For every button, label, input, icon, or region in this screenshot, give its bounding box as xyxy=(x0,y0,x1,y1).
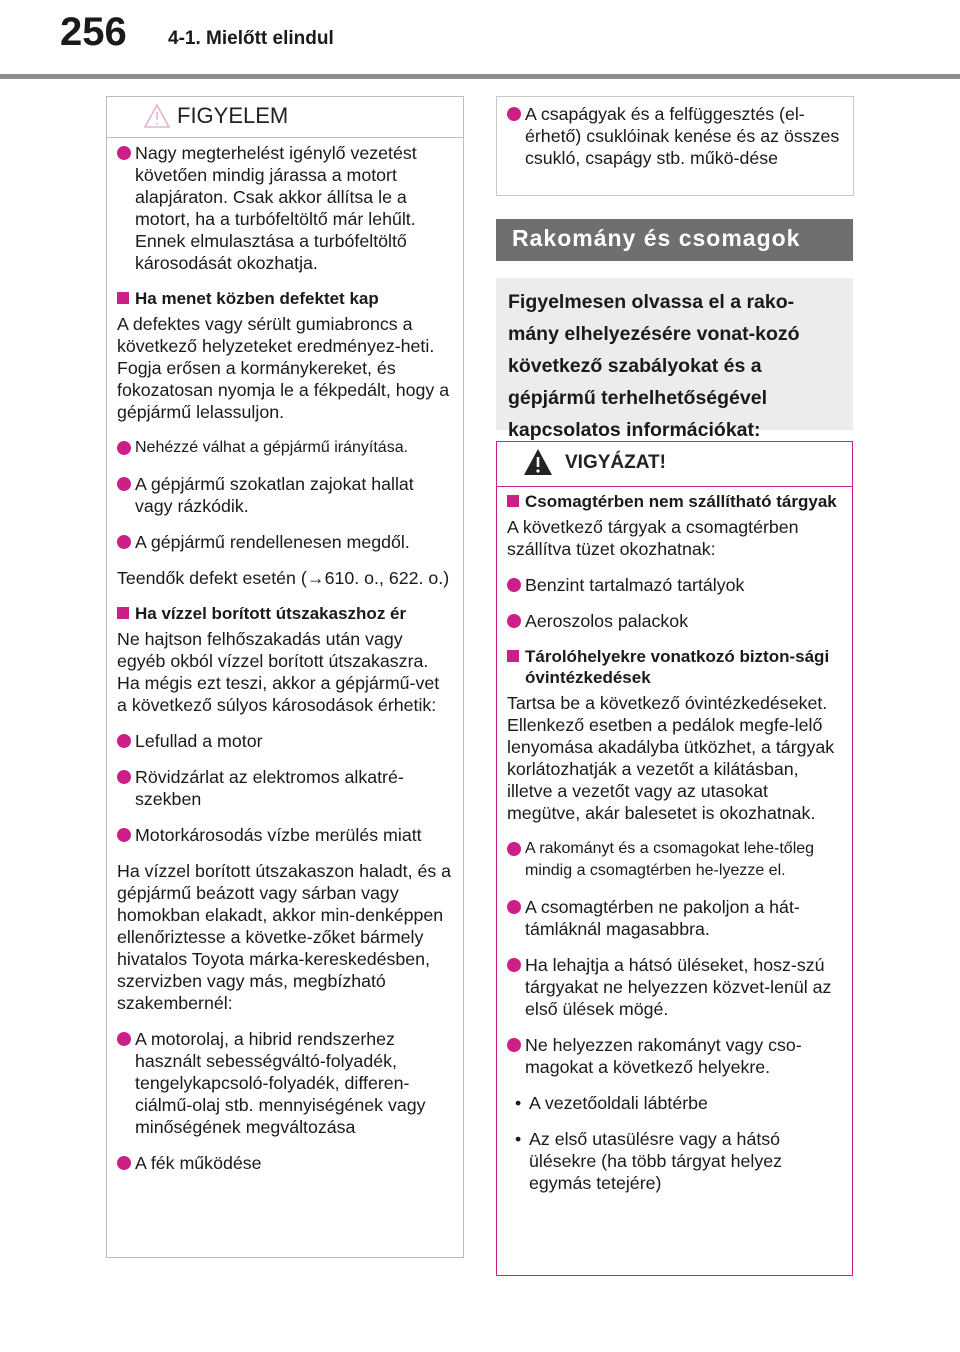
caution-icon xyxy=(143,103,171,129)
item-text: Tartsa be a következő óvintézkedéseket. Ellenkező esetben a pedálok megfe-lelő lenyomása akadályba ütközhet, a tárgyak korlátozhatják a vezetőt a kilátásban, illetve a vezetőt vagy az utasokat megütve, akár balesetet is okozhatnak. xyxy=(507,693,835,823)
bullet-dot-icon xyxy=(117,146,131,160)
bullet-dot-icon xyxy=(117,535,131,549)
bullet-dot-icon xyxy=(507,958,521,972)
intro-text: Figyelmesen olvassa el a rako-mány elhelyezésére vonat-kozó következő szabályokat és a gépjármű terhelhetőségével kapcsolatos információkat: xyxy=(496,278,853,430)
square-bullet-icon xyxy=(117,607,129,619)
item-text: Ha vízzel borított útszakaszhoz ér xyxy=(135,604,407,623)
warning-title: VIGYÁZAT! xyxy=(565,452,666,473)
item-text: A gépjármű rendellenesen megdől. xyxy=(135,532,410,552)
section-title: 4-1. Mielőtt elindul xyxy=(168,28,334,49)
bullet-dot-icon xyxy=(507,900,521,914)
item-text: A következő tárgyak a csomagtérben szállítva tüzet okozhatnak: xyxy=(507,517,799,559)
bullet-item xyxy=(507,896,842,940)
item-text: A csapágyak és a felfüggesztés (el-érhető) csuklóinak kenése és az összes csukló, csapágy stb. műkö-dése xyxy=(525,104,840,168)
square-bullet-icon xyxy=(507,650,519,662)
item-text: Aeroszolos palackok xyxy=(525,611,689,631)
dash-bullet-icon: • xyxy=(515,1093,522,1113)
dash-item xyxy=(507,1128,842,1194)
item-text: Ne hajtson felhőszakadás után vagy egyéb okból vízzel borított útszakaszra. Ha mégis ezt teszi, akkor a gépjármű-vet a következő súlyos károsodások érhetik: xyxy=(117,629,440,715)
header-rule xyxy=(0,74,960,79)
item-text: A fék működése xyxy=(135,1153,262,1173)
bullet-dot-icon xyxy=(117,477,131,491)
caution-header xyxy=(107,97,463,138)
item-text: A defektes vagy sérült gumiabroncs a következő helyzeteket eredményez-heti. Fogja erősen a kormánykereket, és fokozatosan nyomja le a fékpedált, hogy a gépjármű lelassuljon. xyxy=(117,314,450,422)
square-bullet-icon xyxy=(117,292,129,304)
subheading xyxy=(117,288,453,309)
bullet-item xyxy=(117,766,453,810)
bullet-item xyxy=(117,531,453,553)
dash-bullet-icon: • xyxy=(515,1129,522,1149)
bullet-item xyxy=(117,437,453,459)
bullet-item xyxy=(507,954,842,1020)
bullet-item xyxy=(507,610,842,632)
bullet-dot-icon xyxy=(117,770,131,784)
caution-title: FIGYELEM xyxy=(177,103,289,128)
bullet-item xyxy=(117,1028,453,1138)
item-text: Ne helyezzen rakományt vagy cso-magokat a következő helyekre. xyxy=(525,1035,802,1077)
item-text: Nehézzé válhat a gépjármű irányítása. xyxy=(135,439,409,456)
page-number: 256 xyxy=(60,10,127,54)
item-text: Rövidzárlat az elektromos alkatré-szekben xyxy=(135,767,404,809)
bullet-item xyxy=(507,574,842,596)
warning-content xyxy=(497,487,852,1194)
item-text: A vezetőoldali lábtérbe xyxy=(529,1093,708,1113)
bullet-item xyxy=(507,103,843,169)
warning-box xyxy=(496,441,853,1276)
bullet-dot-icon xyxy=(507,1038,521,1052)
section-banner: Rakomány és csomagok xyxy=(496,219,853,261)
warning-icon xyxy=(523,448,553,476)
bullet-dot-icon xyxy=(507,842,521,856)
subheading xyxy=(507,491,842,512)
caution-content xyxy=(107,138,463,1174)
caution-box xyxy=(106,96,464,1258)
item-text: A csomagtérben ne pakoljon a hát-támláknál magasabbra. xyxy=(525,897,800,939)
subheading xyxy=(117,603,453,624)
item-text: Ha lehajtja a hátsó üléseket, hosz-szú tárgyakat ne helyezzen közvet-lenül az első ülések mögé. xyxy=(525,955,832,1019)
bullet-item xyxy=(117,142,453,274)
item-text: Lefullad a motor xyxy=(135,731,263,751)
bullet-dot-icon xyxy=(117,1032,131,1046)
square-bullet-icon xyxy=(507,495,519,507)
bullet-item xyxy=(117,824,453,846)
item-text: Csomagtérben nem szállítható tárgyak xyxy=(525,492,837,511)
bullet-dot-icon xyxy=(117,734,131,748)
bullet-dot-icon xyxy=(507,578,521,592)
item-text: A rakományt és a csomagokat lehe-tőleg mindig a csomagtérben he-lyezze el. xyxy=(525,840,815,879)
bullet-item xyxy=(507,838,842,882)
subheading xyxy=(507,646,842,688)
item-text: A motorolaj, a hibrid rendszerhez használt sebességváltó-folyadék, tengelykapcsoló-folyadék, differen-ciálmű-olaj stb. mennyiségének vagy minőségének megváltozása xyxy=(135,1029,426,1137)
item-text: Ha menet közben defektet kap xyxy=(135,289,379,308)
dash-item xyxy=(507,1092,842,1114)
bullet-dot-icon xyxy=(507,614,521,628)
paragraph xyxy=(507,516,842,560)
bullet-item xyxy=(117,473,453,517)
warning-header xyxy=(497,442,852,487)
item-text: Nagy megterhelést igénylő vezetést követően mindig járassa a motort alapjáraton. Csak akkor állítsa le a motort, ha a turbófeltöltő már lehűlt. Ennek elmulasztása a turbófeltöltő károsodását okozhatja. xyxy=(135,143,417,273)
paragraph xyxy=(117,860,453,1014)
item-text: A gépjármű szokatlan zajokat hallat vagy rázkódik. xyxy=(135,474,414,516)
bullet-item xyxy=(507,1034,842,1078)
paragraph xyxy=(117,313,453,423)
bullet-dot-icon xyxy=(507,107,521,121)
continued-box xyxy=(496,96,854,196)
item-text: Motorkárosodás vízbe merülés miatt xyxy=(135,825,422,845)
bullet-dot-icon xyxy=(117,1156,131,1170)
bullet-item xyxy=(117,730,453,752)
item-text: Benzint tartalmazó tartályok xyxy=(525,575,745,595)
continued-content xyxy=(497,97,853,169)
item-text: Ha vízzel borított útszakaszon haladt, és a gépjármű beázott vagy sárban vagy homokban elakadt, akkor min-denképpen ellenőriztesse a követke-zőket bármely hivatalos Toyota márka-kereskedésben, szervizben vagy más, megbízható szakembernél: xyxy=(117,861,452,1013)
item-text: Az első utasülésre vagy a hátsó ülésekre (ha több tárgyat helyez egymás tetejére) xyxy=(529,1129,783,1193)
bullet-dot-icon xyxy=(117,441,131,455)
bullet-dot-icon xyxy=(117,828,131,842)
item-text: Tárolóhelyekre vonatkozó bizton-sági óvintézkedések xyxy=(525,647,830,687)
paragraph xyxy=(507,692,842,824)
paragraph xyxy=(117,628,453,716)
bullet-item xyxy=(117,1152,453,1174)
paragraph xyxy=(117,567,453,589)
item-text: Teendők defekt esetén (→610. o., 622. o.) xyxy=(117,568,450,588)
